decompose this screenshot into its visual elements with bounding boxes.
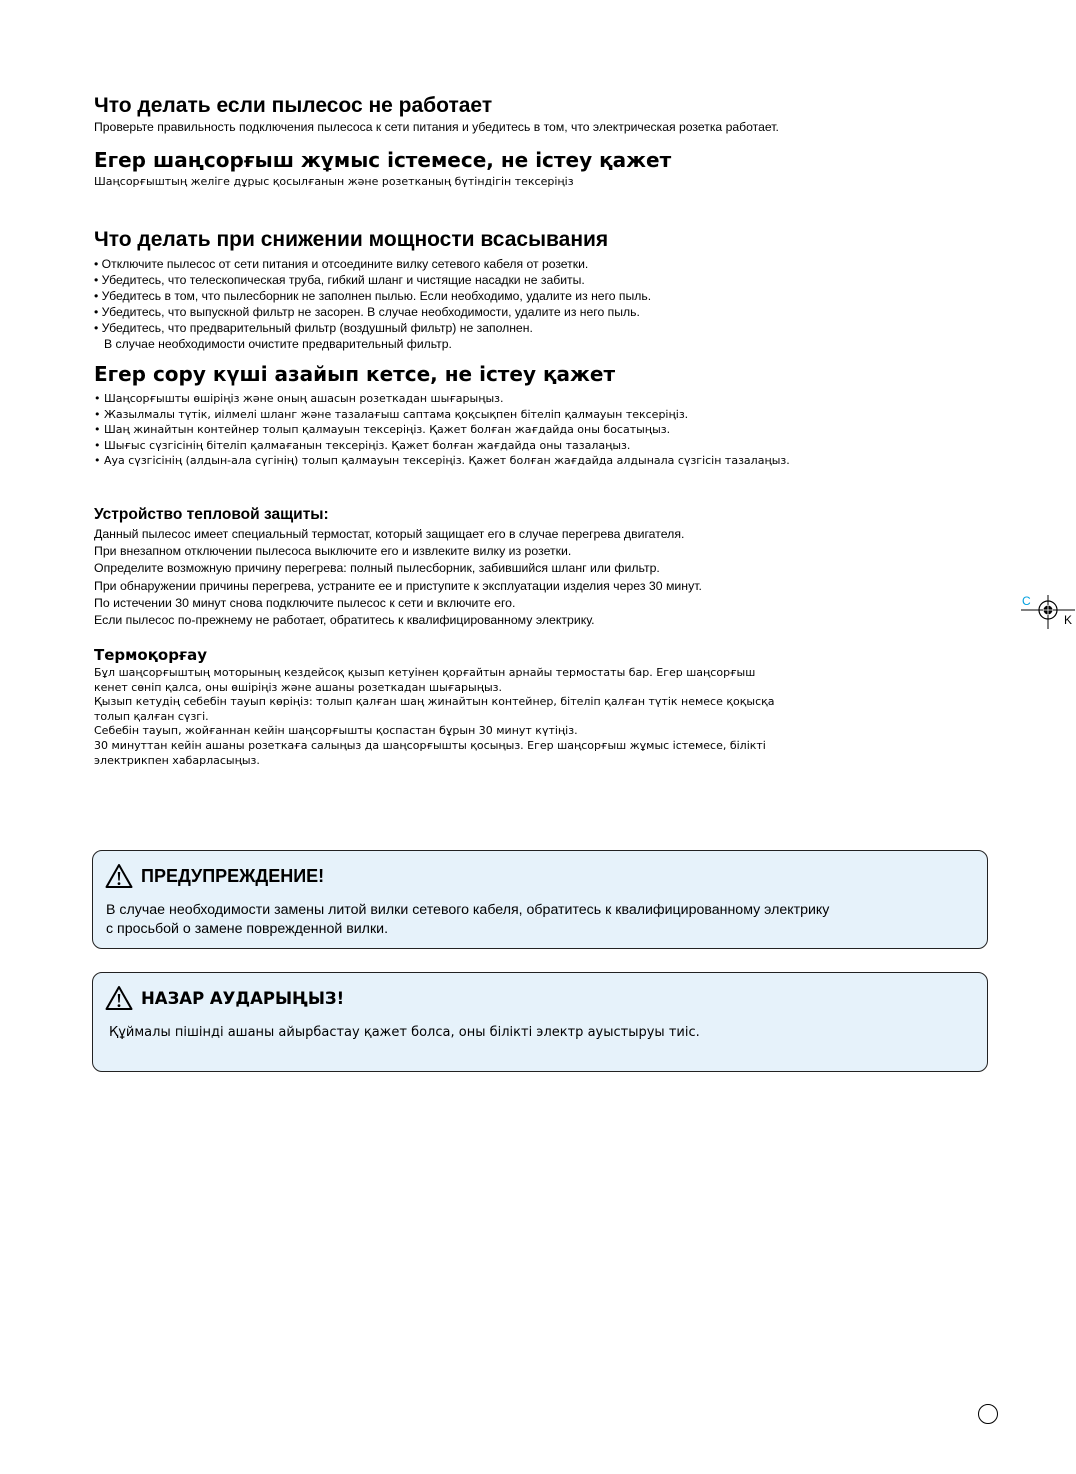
text-line: При обнаружении причины перегрева, устраните ее и приступите к эксплуатации изделия через 30 минут. <box>94 578 702 593</box>
bullet-list <box>94 256 994 352</box>
list-item: В случае необходимости очистите предварительный фильтр. <box>104 337 452 351</box>
warning-box <box>92 850 988 949</box>
list-item: • Убедитесь, что телескопическая труба, гибкий шланг и чистящие насадки не забиты. <box>94 273 585 287</box>
paragraph: Шаңсорғыштың желіге дұрыс қосылғанын және розетканың бүтіндігін тексеріңіз <box>94 175 574 188</box>
warning-triangle-icon <box>105 985 133 1011</box>
text-line: толып қалған сүзгі. <box>94 709 209 723</box>
paragraph: Проверьте правильность подключения пылесоса к сети питания и убедитесь в том, что электрическая розетка работает. <box>94 120 779 134</box>
heading: Что делать если пылесос не работает <box>94 94 493 117</box>
heading: Егер сору күші азайып кетсе, не істеу қажет <box>94 362 616 386</box>
cyan-mark-label: C <box>1022 594 1031 608</box>
registration-mark-icon <box>1020 594 1076 634</box>
text-line: электрикпен хабарласыңыз. <box>94 753 260 767</box>
attention-title-text: НАЗАР АУДАРЫҢЫЗ! <box>141 988 345 1008</box>
section-thermal-kz <box>94 645 994 768</box>
heading: Термоқорғау <box>94 646 207 664</box>
text-line: с просьбой о замене поврежденной вилки. <box>106 921 389 937</box>
text-line: Қызып кетудің себебін тауып көріңіз: толып қалған шаң жинайтын контейнер, бітеліп қалған түтік немесе қоқысқа <box>94 695 775 709</box>
list-item: • Убедитесь в том, что пылесборник не заполнен пылью. Если необходимо, удалите из него пыль. <box>94 289 652 303</box>
heading: Что делать при снижении мощности всасывания <box>94 228 609 251</box>
text-line: Если пылесос по-прежнему не работает, обратитесь к квалифицированному электрику. <box>94 613 595 628</box>
attention-text: Құймалы пішінді ашаны айырбастау қажет болса, оны білікті электр ауыстыруы тиіс. <box>109 1025 700 1040</box>
text-line: Бұл шаңсорғыштың моторының кездейсоқ қызып кетуінен қорғайтын арнайы термостаты бар. Егер шаңсорғыш <box>94 666 756 679</box>
list-item: • Жазылмалы түтік, иілмелі шланг және тазалағыш саптама қоқсықпен бітеліп қалмауын тексеріңіз. <box>94 407 689 421</box>
section-not-working-ru <box>94 93 994 134</box>
list-item: • Шаң жинайтын контейнер толып қалмауын тексеріңіз. Қажет болған жағдайда оны босатыңыз. <box>94 423 671 437</box>
text-line: В случае необходимости замены литой вилки сетевого кабеля, обратитесь к квалифицированному электрику <box>106 902 830 918</box>
page-number-circle <box>978 1404 998 1424</box>
text-line: Данный пылесос имеет специальный термостат, который защищает его в случае перегрева двигателя. <box>94 527 685 541</box>
text-line: кенет сөніп қалса, оны өшіріңіз және ашаны розеткадан шығарыңыз. <box>94 680 503 694</box>
warning-triangle-icon <box>105 863 133 889</box>
paragraph <box>94 526 994 629</box>
black-mark-label: K <box>1064 613 1073 627</box>
text-line: При внезапном отключении пылесоса выключите его и извлеките вилку из розетки. <box>94 544 572 559</box>
section-suction-kz <box>94 361 994 469</box>
warning-text <box>106 901 829 939</box>
list-item: • Ауа сүзгісінің (алдын-ала сүгінің) толып қалмауын тексеріңіз. Қажет болған жағдайда алдынала сүзгісін тазалаңыз. <box>94 454 790 468</box>
section-not-working-kz <box>94 147 994 189</box>
heading: Егер шаңсорғыш жұмыс істемесе, не істеу қажет <box>94 148 672 172</box>
text-line: 30 минуттан кейін ашаны розеткаға салыңыз да шаңсорғышты қосыңыз. Егер шаңсорғыш жұмыс істемесе, білікті <box>94 738 766 752</box>
bullet-list <box>94 391 994 469</box>
heading: Устройство тепловой защиты: <box>94 506 329 523</box>
text-line: Определите возможную причину перегрева: полный пылесборник, забившийся шланг или фильтр. <box>94 561 660 576</box>
text-line: Себебін тауып, жойғаннан кейін шаңсорғышты қоспастан бұрын 30 минут күтіңіз. <box>94 724 578 738</box>
paragraph <box>94 666 994 768</box>
section-thermal-ru <box>94 505 994 629</box>
attention-box <box>92 972 988 1072</box>
attention-title <box>105 985 344 1011</box>
list-item: • Убедитесь, что предварительный фильтр (воздушный фильтр) не заполнен. <box>94 321 533 335</box>
warning-title-text: ПРЕДУПРЕЖДЕНИЕ! <box>141 865 325 886</box>
list-item: • Шаңсорғышты өшіріңіз және оның ашасын розеткадан шығарыңыз. <box>94 392 504 405</box>
section-suction-ru <box>94 227 994 352</box>
list-item: • Шығыс сүзгісінің бітеліп қалмағанын тексеріңіз. Қажет болған жағдайда оны тазалаңыз. <box>94 438 631 452</box>
list-item: • Отключите пылесос от сети питания и отсоедините вилку сетевого кабеля от розетки. <box>94 257 589 271</box>
warning-title <box>105 863 324 889</box>
text-line: По истечении 30 минут снова подключите пылесос к сети и включите его. <box>94 595 516 610</box>
list-item: • Убедитесь, что выпускной фильтр не засорен. В случае необходимости, удалите из него пыль. <box>94 305 640 319</box>
